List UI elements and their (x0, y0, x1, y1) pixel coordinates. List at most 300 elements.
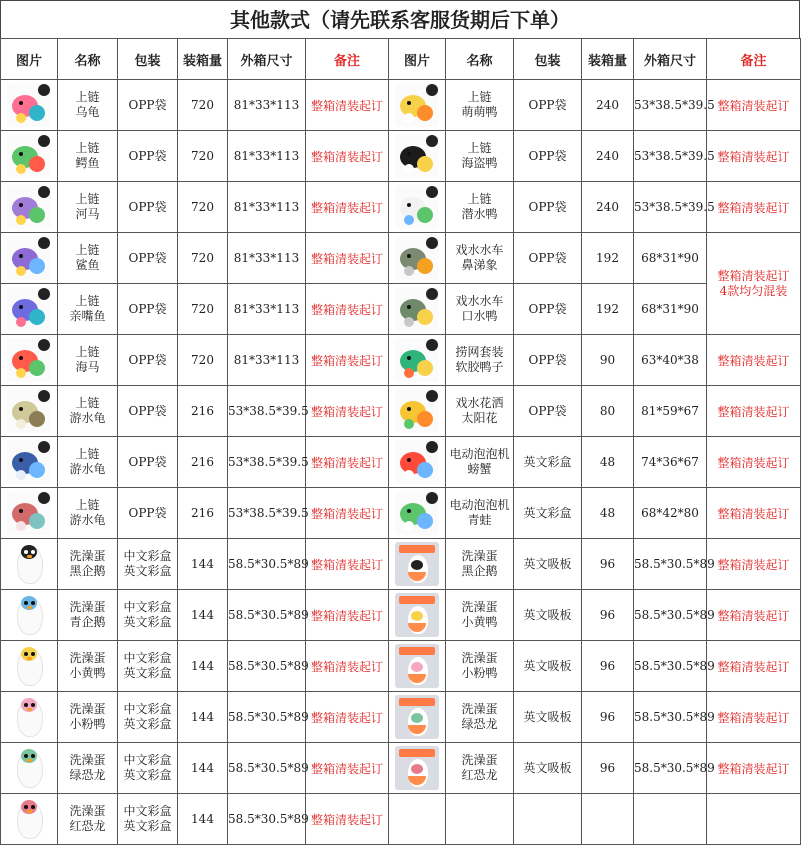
empty-cell (634, 794, 707, 845)
case-quantity: 96 (582, 539, 634, 590)
product-name (58, 80, 118, 131)
product-name-line: 上链 (75, 243, 100, 257)
bath-egg-yellow-duck-icon (7, 644, 51, 688)
product-name (446, 692, 514, 743)
product-name-line: 上链 (75, 192, 100, 206)
packaging-line: 英文彩盒 (123, 768, 172, 782)
packaging-line: OPP袋 (528, 148, 567, 163)
col-header-packaging: 包装 (118, 39, 178, 80)
col-header-note: 备注 (306, 39, 389, 80)
product-name-line: 洗澡蛋 (69, 600, 106, 614)
empty-cell (389, 794, 446, 845)
brand-tag (426, 135, 438, 147)
packaging-board (399, 596, 435, 604)
case-quantity: 192 (582, 233, 634, 284)
product-name (58, 284, 118, 335)
order-note: 整箱清装起订 (306, 182, 389, 233)
packaging (514, 233, 582, 284)
product-name (446, 641, 514, 692)
packaging-line: 中文彩盒 (123, 651, 172, 665)
toy-accent (404, 164, 414, 174)
case-quantity: 144 (178, 641, 228, 692)
toy-detail (417, 207, 433, 223)
product-image (389, 131, 446, 182)
product-name (446, 80, 514, 131)
empty-cell (582, 794, 634, 845)
product-name-line: 小粉鸭 (461, 666, 498, 680)
packaging (514, 488, 582, 539)
table-row (1, 590, 801, 641)
product-name-line: 洗澡蛋 (69, 702, 106, 716)
carton-size: 68*42*80 (634, 488, 707, 539)
product-name-line: 口水鸭 (461, 309, 498, 323)
table-row (1, 488, 801, 539)
product-image (389, 590, 446, 641)
packaging (118, 386, 178, 437)
col-header-packaging: 包装 (514, 39, 582, 80)
order-note: 整箱清装起订 (306, 386, 389, 437)
packaging (514, 182, 582, 233)
carton-size: 58.5*30.5*89 (634, 590, 707, 641)
table-row (1, 80, 801, 131)
toy-detail (29, 309, 45, 325)
packaging-line: 中文彩盒 (123, 600, 172, 614)
packaging-line: 英文彩盒 (123, 615, 172, 629)
product-name-line: 小粉鸭 (69, 717, 106, 731)
product-image (1, 284, 58, 335)
packaging-line: 中文彩盒 (123, 804, 172, 818)
table-row (1, 284, 801, 335)
packaging (118, 335, 178, 386)
eye (407, 254, 411, 258)
packaging-line: 英文彩盒 (523, 505, 572, 520)
beak (27, 708, 32, 711)
packaging (118, 743, 178, 794)
eye (24, 550, 28, 554)
brand-tag (426, 84, 438, 96)
egg-character (411, 764, 423, 774)
bath-egg-red-dino-icon (7, 797, 51, 841)
product-name-line: 小黄鸭 (69, 666, 106, 680)
packaging-line: OPP袋 (528, 352, 567, 367)
product-name-line: 戏水花洒 (455, 396, 504, 410)
packaging (118, 437, 178, 488)
table-row (1, 641, 801, 692)
toy-detail (417, 105, 433, 121)
eye (31, 550, 35, 554)
bath-egg-pink-duck-board-icon (395, 644, 439, 688)
eye (19, 509, 23, 513)
eye (407, 305, 411, 309)
order-note: 整箱清装起订 (707, 539, 801, 590)
product-image (389, 692, 446, 743)
packaging-line: OPP袋 (528, 301, 567, 316)
product-image (1, 692, 58, 743)
toy-detail (417, 513, 433, 529)
product-name-line: 黑企鹅 (69, 564, 106, 578)
toy-detail (417, 462, 433, 478)
col-header-box-size: 外箱尺寸 (228, 39, 306, 80)
toy-detail (417, 360, 433, 376)
product-name (58, 641, 118, 692)
carton-size: 68*31*90 (634, 233, 707, 284)
bath-egg-blue-penguin-icon (7, 593, 51, 637)
swimming-turtle-blue-icon (7, 440, 51, 484)
yellow-duck-toy-icon (395, 83, 439, 127)
eye (24, 703, 28, 707)
toy-detail (417, 258, 433, 274)
eye (407, 152, 411, 156)
carton-size: 58.5*30.5*89 (634, 641, 707, 692)
egg-character (411, 662, 423, 672)
product-name (58, 794, 118, 845)
packaging-line: 英文吸板 (523, 709, 572, 724)
carton-size: 81*33*113 (228, 335, 306, 386)
packaging (118, 794, 178, 845)
crocodile-toy-icon (7, 134, 51, 178)
table-row (1, 539, 801, 590)
header-row (1, 39, 801, 80)
product-image (389, 743, 446, 794)
case-quantity: 216 (178, 437, 228, 488)
product-name-line: 青企鹅 (69, 615, 106, 629)
packaging-line: 英文彩盒 (123, 666, 172, 680)
brand-tag (38, 186, 50, 198)
product-name-line: 小黄鸭 (461, 615, 498, 629)
case-quantity: 144 (178, 743, 228, 794)
fishing-net-duck-set-icon (395, 338, 439, 382)
order-note: 整箱清装起订 (707, 692, 801, 743)
carton-size: 58.5*30.5*89 (228, 641, 306, 692)
order-note: 整箱清装起订 (707, 335, 801, 386)
packaging (118, 590, 178, 641)
product-name-line: 戏水水车 (455, 294, 504, 308)
product-image (1, 131, 58, 182)
hippo-toy-icon (7, 185, 51, 229)
product-image (1, 590, 58, 641)
bath-egg-green-dino-board-icon (395, 695, 439, 739)
product-name-line: 上链 (467, 192, 492, 206)
brand-tag (38, 84, 50, 96)
packaging-line: 中文彩盒 (123, 753, 172, 767)
toy-accent (404, 470, 414, 480)
eye (31, 601, 35, 605)
case-quantity: 720 (178, 182, 228, 233)
product-image (389, 386, 446, 437)
case-quantity: 720 (178, 131, 228, 182)
product-name-line: 红恐龙 (69, 819, 106, 833)
product-name-line: 上链 (467, 90, 492, 104)
packaging-line: OPP袋 (528, 250, 567, 265)
case-quantity: 80 (582, 386, 634, 437)
eye (24, 601, 28, 605)
duck-water-car-icon (395, 287, 439, 331)
col-header-quantity: 装箱量 (582, 39, 634, 80)
product-image (1, 80, 58, 131)
order-note: 整箱清装起订 (707, 182, 801, 233)
packaging-line: OPP袋 (128, 97, 167, 112)
product-name-line: 上链 (75, 294, 100, 308)
bath-egg-green-dino-icon (7, 746, 51, 790)
packaging-line: 英文吸板 (523, 658, 572, 673)
bath-egg-black-penguin-icon (7, 542, 51, 586)
toy-accent (16, 368, 26, 378)
product-name (446, 284, 514, 335)
eye (19, 254, 23, 258)
packaging-line: 英文吸板 (523, 760, 572, 775)
product-name (446, 437, 514, 488)
product-image (1, 386, 58, 437)
order-note: 整箱清装起订 (306, 743, 389, 794)
product-name-line: 电动泡泡机 (449, 498, 510, 512)
toy-accent (404, 419, 414, 429)
case-quantity: 96 (582, 590, 634, 641)
carton-size: 81*33*113 (228, 233, 306, 284)
eye (407, 509, 411, 513)
carton-size: 58.5*30.5*89 (228, 692, 306, 743)
product-name-line: 软胶鸭子 (455, 360, 504, 374)
brand-tag (426, 492, 438, 504)
col-header-image: 图片 (389, 39, 446, 80)
toy-accent (16, 317, 26, 327)
product-name-line: 游水龟 (69, 513, 106, 527)
case-quantity: 90 (582, 335, 634, 386)
toy-accent (404, 266, 414, 276)
beak (27, 657, 32, 660)
packaging (514, 743, 582, 794)
eye (24, 805, 28, 809)
seahorse-toy-icon (7, 338, 51, 382)
product-name-line: 戏水水车 (455, 243, 504, 257)
shark-toy-icon (7, 236, 51, 280)
product-name (58, 743, 118, 794)
packaging (514, 539, 582, 590)
product-name-line: 河马 (75, 207, 100, 221)
order-note-line: 4款均匀混装 (719, 283, 788, 298)
product-name-line: 洗澡蛋 (69, 549, 106, 563)
packaging (118, 233, 178, 284)
order-note: 整箱清装起订 (707, 488, 801, 539)
product-name-line: 绿恐龙 (69, 768, 106, 782)
product-image (1, 182, 58, 233)
toy-detail (417, 411, 433, 427)
product-image (1, 335, 58, 386)
case-quantity: 720 (178, 335, 228, 386)
toy-accent (404, 113, 414, 123)
table-row (1, 233, 801, 284)
carton-size: 81*59*67 (634, 386, 707, 437)
packaging (514, 641, 582, 692)
product-image (1, 233, 58, 284)
product-name (58, 692, 118, 743)
eye (19, 203, 23, 207)
brand-tag (38, 135, 50, 147)
order-note: 整箱清装起订 (707, 743, 801, 794)
toy-accent (16, 521, 26, 531)
packaging-line: OPP袋 (128, 352, 167, 367)
carton-size: 58.5*30.5*89 (228, 794, 306, 845)
packaging (514, 80, 582, 131)
order-note: 整箱清装起订 (306, 80, 389, 131)
pirate-duck-toy-icon (395, 134, 439, 178)
brand-tag (426, 339, 438, 351)
packaging-board (399, 545, 435, 553)
toy-detail (417, 156, 433, 172)
case-quantity: 144 (178, 794, 228, 845)
product-name-line: 洗澡蛋 (461, 702, 498, 716)
packaging (118, 131, 178, 182)
brand-tag (38, 390, 50, 402)
product-name (58, 488, 118, 539)
case-quantity: 48 (582, 488, 634, 539)
order-note: 整箱清装起订 (306, 437, 389, 488)
eye (19, 101, 23, 105)
product-name-line: 游水龟 (69, 411, 106, 425)
sunflower-sprinkler-icon (395, 389, 439, 433)
product-image (389, 488, 446, 539)
table-row (1, 743, 801, 794)
case-quantity: 48 (582, 437, 634, 488)
case-quantity: 240 (582, 131, 634, 182)
beak (27, 555, 32, 558)
toy-accent (404, 215, 414, 225)
product-image (1, 539, 58, 590)
product-name (58, 539, 118, 590)
carton-size: 58.5*30.5*89 (634, 692, 707, 743)
toy-accent (16, 470, 26, 480)
bubble-crab-machine-icon (395, 440, 439, 484)
turtle-toy-icon (7, 83, 51, 127)
packaging-line: OPP袋 (528, 97, 567, 112)
eye (31, 652, 35, 656)
bath-egg-yellow-duck-board-icon (395, 593, 439, 637)
packaging-line: OPP袋 (528, 403, 567, 418)
carton-size: 53*38.5*39.5 (634, 80, 707, 131)
bath-egg-red-dino-board-icon (395, 746, 439, 790)
case-quantity: 144 (178, 590, 228, 641)
product-name-line: 上链 (467, 141, 492, 155)
brand-tag (38, 237, 50, 249)
brand-tag (38, 492, 50, 504)
beak (27, 810, 32, 813)
toy-detail (29, 105, 45, 121)
product-name-line: 海马 (75, 360, 100, 374)
eye (407, 101, 411, 105)
order-note: 整箱清装起订 (707, 590, 801, 641)
product-image (1, 794, 58, 845)
product-name-line: 上链 (75, 447, 100, 461)
packaging-line: 英文吸板 (523, 556, 572, 571)
eye (31, 805, 35, 809)
col-header-box-size: 外箱尺寸 (634, 39, 707, 80)
product-name (58, 182, 118, 233)
brand-tag (426, 288, 438, 300)
order-note: 整箱清装起订 (306, 233, 389, 284)
eye (31, 703, 35, 707)
swimming-turtle-beige-icon (7, 389, 51, 433)
toy-accent (16, 215, 26, 225)
eye (31, 754, 35, 758)
swimming-turtle-pink-icon (7, 491, 51, 535)
packaging (514, 131, 582, 182)
packaging-line: 英文彩盒 (123, 717, 172, 731)
product-image (389, 335, 446, 386)
packaging-board (399, 698, 435, 706)
packaging-board (399, 647, 435, 655)
bath-egg-black-penguin-board-icon (395, 542, 439, 586)
packaging (514, 590, 582, 641)
packaging-line: 英文彩盒 (523, 454, 572, 469)
carton-size: 53*38.5*39.5 (228, 437, 306, 488)
table-row (1, 692, 801, 743)
packaging-line: 英文彩盒 (123, 819, 172, 833)
product-name-line: 海盗鸭 (461, 156, 498, 170)
case-quantity: 240 (582, 182, 634, 233)
product-name-line: 洗澡蛋 (69, 651, 106, 665)
eye (19, 458, 23, 462)
carton-size: 53*38.5*39.5 (634, 182, 707, 233)
eye (407, 407, 411, 411)
toy-detail (417, 309, 433, 325)
toy-detail (29, 207, 45, 223)
packaging-board (399, 749, 435, 757)
col-header-name: 名称 (446, 39, 514, 80)
product-image (389, 182, 446, 233)
product-image (389, 641, 446, 692)
product-name-line: 洗澡蛋 (461, 753, 498, 767)
toy-detail (29, 513, 45, 529)
product-name (58, 335, 118, 386)
toy-accent (16, 266, 26, 276)
table-row (1, 794, 801, 845)
carton-size: 58.5*30.5*89 (634, 743, 707, 794)
table-row (1, 437, 801, 488)
elephant-water-car-icon (395, 236, 439, 280)
product-name (446, 335, 514, 386)
carton-size: 81*33*113 (228, 80, 306, 131)
product-name-line: 青蛙 (467, 513, 492, 527)
order-note: 整箱清装起订 (306, 131, 389, 182)
product-name (58, 233, 118, 284)
packaging-line: OPP袋 (128, 250, 167, 265)
case-quantity: 240 (582, 80, 634, 131)
eye (24, 652, 28, 656)
product-name (58, 131, 118, 182)
carton-size: 68*31*90 (634, 284, 707, 335)
product-name-line: 鳄鱼 (75, 156, 100, 170)
beak (27, 759, 32, 762)
egg-character (411, 560, 423, 570)
order-note: 整箱清装起订 (306, 590, 389, 641)
packaging (118, 182, 178, 233)
order-note: 整箱清装起订 (707, 437, 801, 488)
empty-cell (707, 794, 801, 845)
product-table (0, 38, 801, 845)
order-note: 整箱清装起订 (306, 284, 389, 335)
kissing-fish-toy-icon (7, 287, 51, 331)
order-note: 整箱清装起订 (306, 335, 389, 386)
beak (27, 606, 32, 609)
packaging-line: OPP袋 (128, 301, 167, 316)
packaging (118, 539, 178, 590)
product-name (446, 743, 514, 794)
carton-size: 58.5*30.5*89 (228, 590, 306, 641)
toy-detail (29, 462, 45, 478)
product-name-line: 红恐龙 (461, 768, 498, 782)
eye (19, 356, 23, 360)
product-name-line: 螃蟹 (467, 462, 492, 476)
toy-accent (16, 164, 26, 174)
